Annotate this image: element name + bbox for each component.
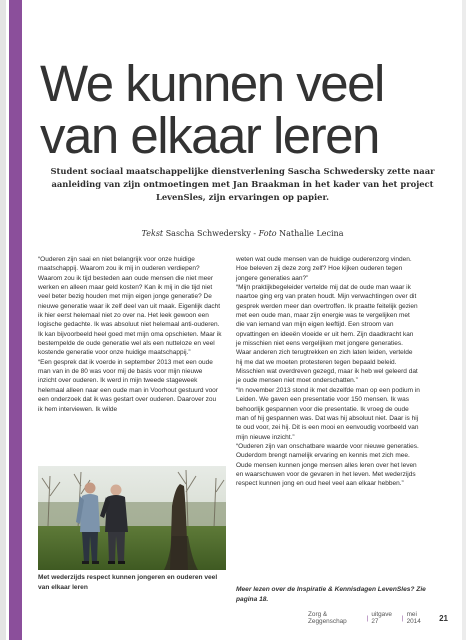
footer-issue: uitgave 27 <box>371 611 392 625</box>
article-photo <box>38 466 226 570</box>
headline-line-1: We kunnen veel <box>40 55 384 112</box>
body-paragraph: “Mijn praktijkbegeleider vertelde mij dat de oude man waar ik naartoe ging erg van praten houdt. Mijn verwachtingen over dit gesprek werden meer dan overtroffen. Ik praatte feitelijk gezien met een oude man, maar zijn energie was te vergelijken met die van iemand van mijn eigen leeftijd. Een stroom van opvattingen en ideeën vloeide er uit hem. Zijn daadkracht kan je misschien niet eens vergelijken met jongere generaties. Waar anderen zich terugtrekken en zich laten leiden, vertelde hij me dat we moeten protesteren tegen bepaald beleid. Misschien wat overdreven gezegd, maar ik heb wel geleerd dat je oude mensen niet moet onderschatten.” <box>236 284 418 385</box>
body-paragraph: weten wat oude mensen van de huidige ouderenzorg vinden. Hoe beleven zij deze zorg zelf? Hoe kijken ouderen tegen jongere generaties aan?” <box>236 256 412 282</box>
credit-author: Sascha Schwedersky <box>165 229 251 238</box>
body-paragraph: “In november 2013 stond ik met dezelfde man op een podium in Leiden. We gaven een presentatie voor 150 mensen. Ik was behoorlijk gespannen voor die presentatie. Ik vroeg de oude man of hij gespannen was. Dat was hij absoluut niet. Daar is hij te oud voor, zei hij. Dit is een mooi en eenvoudig voorbeeld van mijn nieuwe inzicht.” <box>236 386 420 441</box>
more-info-note: Meer lezen over de Inspiratie & Kennisdagen LevenSles? Zie pagina 18. <box>236 586 426 603</box>
page-edge-right <box>462 0 466 640</box>
footer-date: mei 2014 <box>406 611 421 625</box>
page-number: 21 <box>439 613 448 623</box>
body-column-right <box>236 255 420 489</box>
page-footer <box>308 612 448 624</box>
accent-bar <box>9 0 22 640</box>
photo-caption: Met wederzijds respect kunnen jongeren en ouderen veel van elkaar leren <box>38 574 218 591</box>
credit-photo-label: Foto <box>258 229 277 238</box>
credit-text-label: Tekst <box>141 229 164 238</box>
footer-separator: | <box>401 614 404 622</box>
body-paragraph: “Ouderen zijn saai en niet belangrijk voor onze huidige maatschappij. Waarom zou ik mij in ouderen verdiepen? Waarom zou ik tijd besteden aan oude mensen die niet meer werken en alleen maar geld kosten? Kan ik mij in die tijd niet veel beter bezig houden met mijn eigen jonge generatie? De nieuwe generatie waar ik zelf deel van uit maak. Eigenlijk dacht ik hier eerst helemaal niet zo over na. Het leek gewoon een logische gedachte. Ik was absoluut niet helemaal anti-ouderen. Ik kan bijvoorbeeld heel goed met mijn oma opschieten. Maar ik bestempelde de oude generatie wel als een nutteloze en veel kostende generatie voor onze huidige maatschappij.” <box>38 256 222 357</box>
footer-magazine: Zorg & Zeggenschap <box>308 611 347 625</box>
body-paragraph: “Een gesprek dat ik voerde in september 2013 met een oude man van in de 80 was voor mij de basis voor mijn nieuwe inzicht over ouderen. Ik werd in mijn tweede stageweek helemaal alleen naar een oude man in Voorhout gestuurd voor een onderzoek dat ik was gestart over ouderen. Daarover zou ik hem interviewen. Ik wilde <box>38 358 218 413</box>
body-column-left <box>38 255 222 414</box>
article-headline <box>40 55 460 164</box>
body-paragraph: “Ouderen zijn van onschatbare waarde voor nieuwe generaties. Ouderdom brengt namelijk ervaring en kennis met zich mee. Oude mensen kunnen jonge mensen alles leren over het leven en waarschuwen voor de gevaren in het leven. Met wederzijds respect kunnen jong en oud heel veel aan elkaar hebben.” <box>236 442 419 488</box>
headline-line-2: van elkaar leren <box>40 107 379 164</box>
article-credits <box>50 229 435 238</box>
credit-separator: - <box>250 229 259 238</box>
photo-two-men-in-park <box>38 466 226 570</box>
credit-photographer: Nathalie Lecina <box>279 229 344 238</box>
page-edge-left <box>0 0 6 640</box>
footer-separator: | <box>366 614 369 622</box>
article-lead: Student sociaal maatschappelijke dienstverlening Sascha Schwedersky zette naar aanleiding van zijn ontmoetingen met Jan Braakman in het kader van het project LevenSles, zijn ervaringen op papier. <box>50 166 435 202</box>
